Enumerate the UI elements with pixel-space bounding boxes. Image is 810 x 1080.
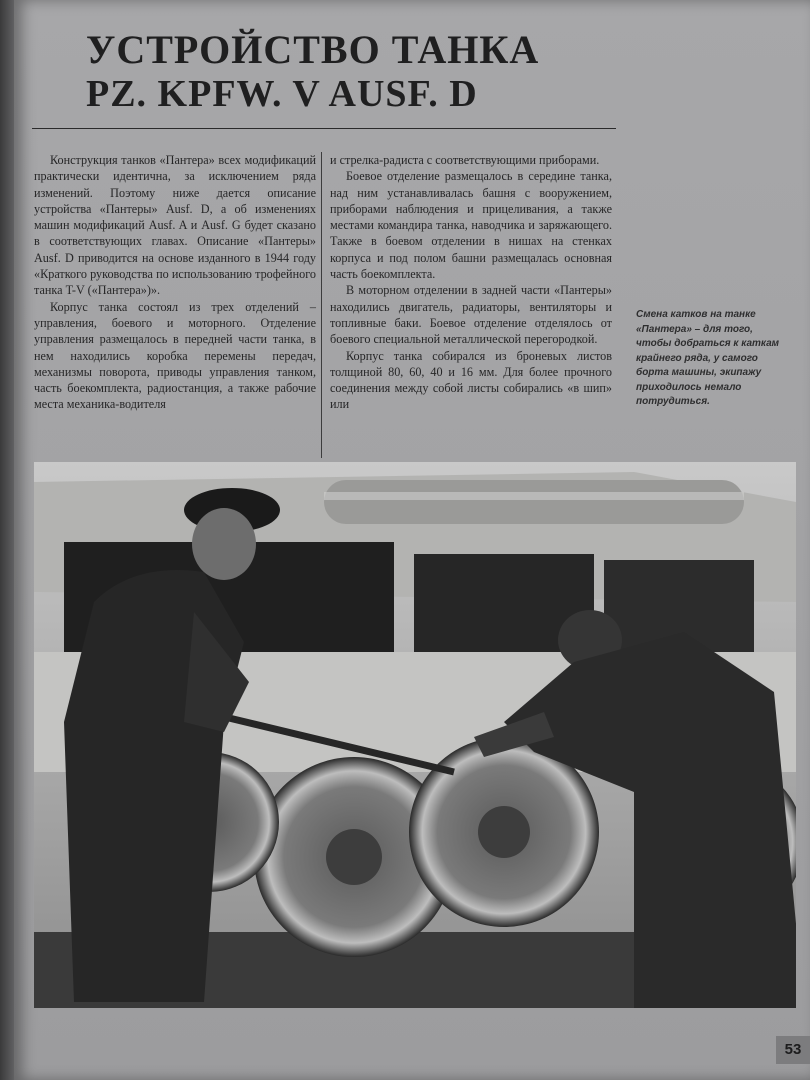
column-divider xyxy=(321,152,322,458)
photo-caption: Смена катков на танке «Пантера» – для того, чтобы добраться к каткам крайнего ряда, у самого борта машины, экипажу приходилось немало потрудиться. xyxy=(636,309,780,407)
title-rule xyxy=(32,128,616,129)
page-number: 53 xyxy=(776,1036,810,1064)
tank-photo xyxy=(34,462,796,1008)
paragraph: Корпус танка собирался из броневых листов толщиной 80, 60, 40 и 16 мм. Для более прочного соединения между собой листы собирались «в шип» или xyxy=(330,348,612,412)
paragraph: Боевое отделение размещалось в середине танка, над ним устанавливалась башня с вооружением, приборами наблюдения и прицеливания, а также местами командира танка, наводчика и заряжающего. Также в боевом отделении в нишах на стенках корпуса и под полом башни размещалась основная часть боекомплекта. xyxy=(330,169,612,282)
paragraph: Конструкция танков «Пантера» всех модификаций практически идентична, за исключением ряда изменений. Поэтому ниже дается описание устройства «Пантеры» Ausf. D, а об изменениях машин модификаций Ausf. A и Ausf. G будет сказано в соответствующих главах. Описание «Пантеры» Ausf. D приводится на основе изданного в 1944 году «Краткого руководства по использованию трофейного танка T-V («Пантера»)». xyxy=(34,153,316,298)
title-line-2: PZ. KPFW. V AUSF. D xyxy=(86,73,478,115)
paragraph: и стрелка-радиста с соответствующими приборами. xyxy=(330,153,600,167)
title-line-1: УСТРОЙСТВО ТАНКА xyxy=(86,27,540,72)
text-column-right xyxy=(330,152,612,413)
text-column-left xyxy=(34,152,316,413)
page-title xyxy=(86,28,646,116)
paragraph: Корпус танка состоял из трех отделений – управления, боевого и моторного. Отделение управления размещалось в передней части танка, в нем находились коробка перемены передач, механизмы поворота, приводы управления танком, часть боекомплекта, радиостанция, а также рабочие места механика-водителя xyxy=(34,299,316,412)
paragraph: В моторном отделении в задней части «Пантеры» находились двигатель, радиаторы, вентиляторы и топливные баки. Боевое отделение отделялось от боевого специальной металлической перегородкой. xyxy=(330,283,612,347)
